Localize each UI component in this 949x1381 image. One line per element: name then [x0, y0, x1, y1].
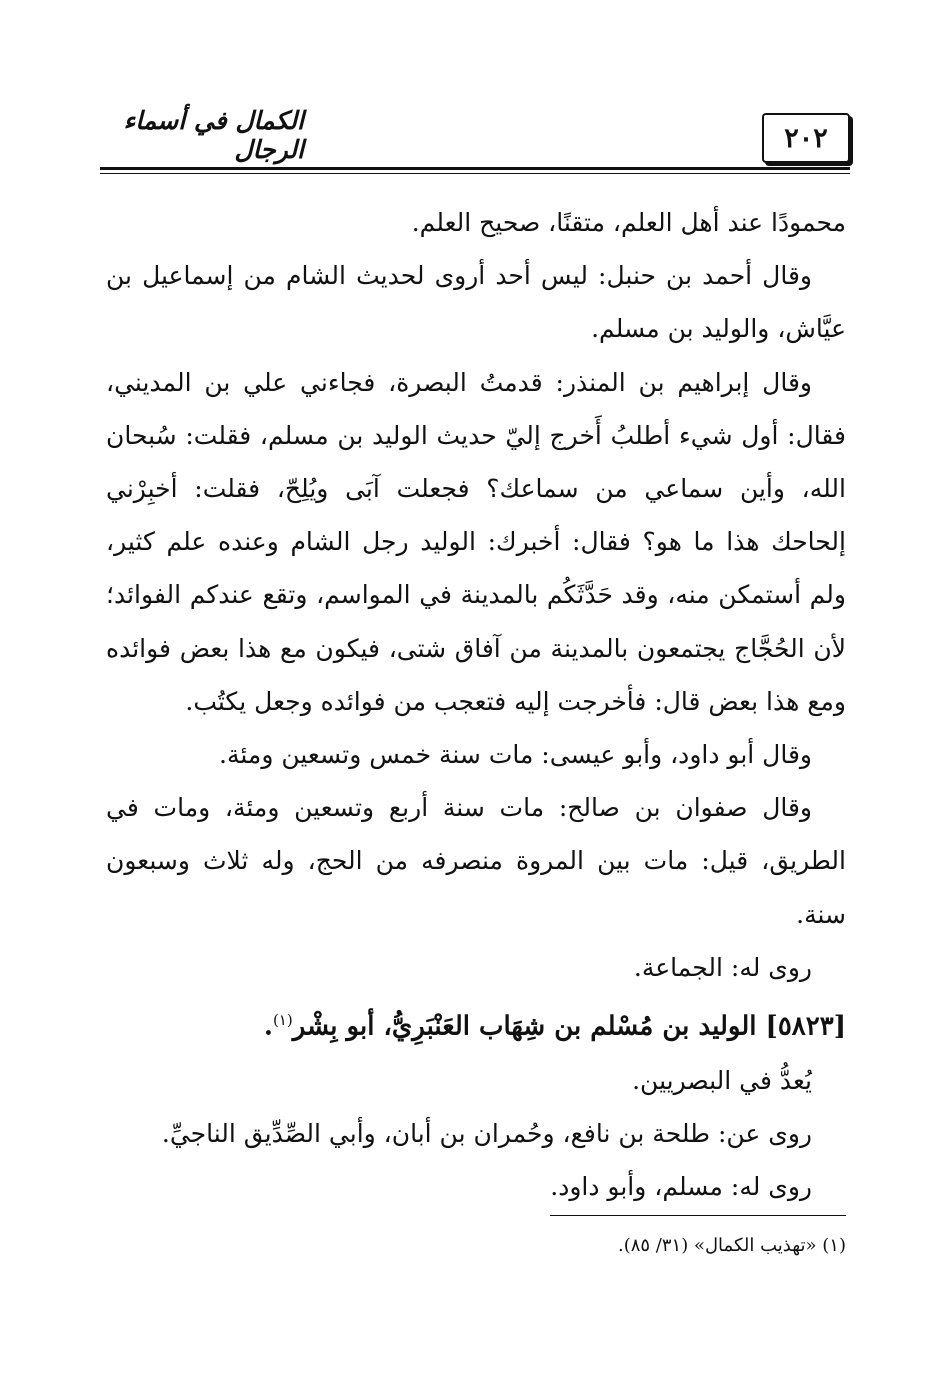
- paragraph: وقال أبو داود، وأبو عيسى: مات سنة خمس وتسعين ومئة.: [219, 740, 812, 770]
- paragraph: وقال إبراهيم بن المنذر: قدمتُ البصرة، فجاءني علي بن المديني، فقال: أول شيء أطلبُ أَخرج إليّ حديث الوليد بن مسلم، فقلت: سُبحان الله، وأين سماعي من سماعك؟ فجعلت آبَى ويُلِحّ، فقلت: أخبِرْني إلحاحك هذا ما هو؟ فقال: أخبرك: الوليد رجل الشام وعنده علم كثير، ولم أستمكن منه، وقد حَدَّثَكُم بالمدينة في المواسم، وتقع عندكم الفوائد؛ لأن الحُجَّاج يجتمعون بالمدينة من آفاق شتى، فيكون مع هذا بعض فوائده ومع هذا بعض قال: فأخرجت إليه فتعجب من فوائده وجعل يكتُب.: [106, 367, 846, 716]
- paragraph: روى له: الجماعة.: [633, 952, 812, 982]
- paragraph: وقال أحمد بن حنبل: ليس أحد أروى لحديث الشام من إسماعيل بن عيَّاش، والوليد بن مسلم.: [106, 261, 846, 344]
- paragraph: روى عن: طلحة بن نافع، وحُمران بن أبان، وأبي الصِّدِّيق الناجيِّ.: [161, 1119, 812, 1149]
- entry-heading: [106, 994, 846, 1054]
- main-text: [106, 196, 846, 1214]
- paragraph: روى له: مسلم، وأبو داود.: [550, 1172, 812, 1202]
- paragraph: وقال صفوان بن صالح: مات سنة أربع وتسعين ومئة، ومات في الطريق، قيل: مات بين المروة منصرفه من الحج، وله ثلاث وسبعون سنة.: [106, 793, 846, 929]
- paragraph: يُعدُّ في البصريين.: [632, 1065, 812, 1095]
- page-header: [100, 103, 850, 169]
- book-title: الكمال في أسماء الرجال: [123, 106, 304, 164]
- page-number: ٢٠٢: [762, 113, 850, 163]
- entry-title-end: .: [263, 1011, 273, 1042]
- header-rule: [100, 167, 850, 170]
- footnote-marker: (١): [272, 1011, 293, 1030]
- paragraph: محمودًا عند أهل العلم، متقنًا، صحيح العلم.: [411, 208, 846, 237]
- footnote: (١) «تهذيب الكمال» (٣١/ ٨٥).: [617, 1235, 846, 1256]
- header-rule-thin: [100, 173, 850, 174]
- footnote-separator: [550, 1215, 846, 1216]
- entry-title: [٥٨٢٣] الوليد بن مُسْلم بن شِهَاب العَنْبَرِيُّ، أبو بِشْر: [292, 1011, 846, 1042]
